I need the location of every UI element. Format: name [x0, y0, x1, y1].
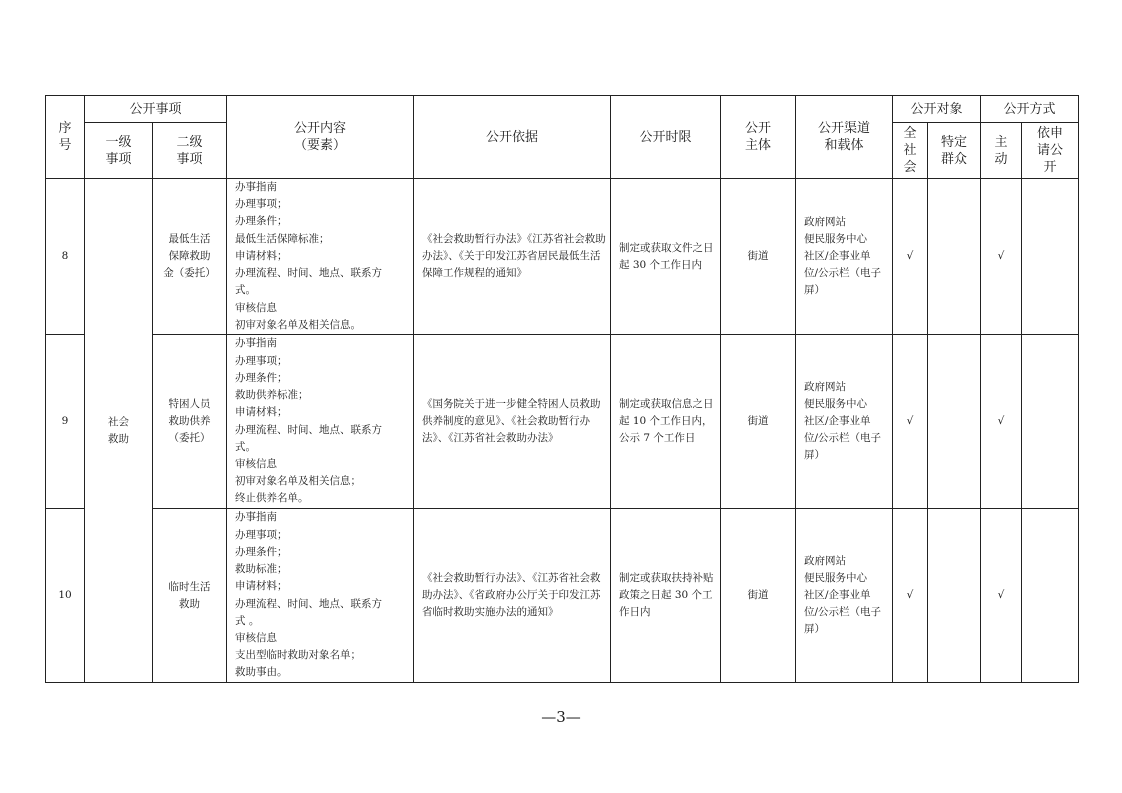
channel-cell: 政府网站 便民服务中心 社区/企事业单 位/公示栏（电子 屏） — [796, 179, 893, 335]
header-method-request: 依申 请公 开 — [1022, 123, 1079, 179]
content-cell: 办事指南 办理事项； 办理条件； 最低生活保障标准； 申请材料； 办理流程、时间、地点、联系方 式。 审核信息 初审对象名单及相关信息。 — [227, 179, 414, 335]
header-target-specific: 特定 群众 — [928, 123, 981, 179]
subject-cell: 街道 — [721, 335, 796, 509]
subject-cell: 街道 — [721, 179, 796, 335]
header-basis: 公开依据 — [414, 96, 611, 179]
subject-cell: 街道 — [721, 509, 796, 683]
header-channel: 公开渠道 和载体 — [796, 96, 893, 179]
category-cell: 社会 救助 — [85, 179, 153, 683]
check-specific — [928, 335, 981, 509]
channel-cell: 政府网站 便民服务中心 社区/企事业单 位/公示栏（电子 屏） — [796, 335, 893, 509]
header-seq: 序号 — [46, 96, 85, 179]
deadline-cell: 制定或获取扶持补贴政策之日起 30 个工作日内 — [611, 509, 721, 683]
header-level1: 一级事项 — [85, 123, 153, 179]
check-specific — [928, 509, 981, 683]
deadline-cell: 制定或获取信息之日起 10 个工作日内，公示 7 个工作日 — [611, 335, 721, 509]
basis-cell: 《社会救助暂行办法》、《江苏省社会救助办法》、《省政府办公厅关于印发江苏省临时救助实施办法的通知》 — [414, 509, 611, 683]
header-content: 公开内容 （要素） — [227, 96, 414, 179]
basis-cell: 《社会救助暂行办法》《江苏省社会救助办法》、《关于印发江苏省居民最低生活保障工作规程的通知》 — [414, 179, 611, 335]
header-method-active: 主 动 — [981, 123, 1022, 179]
table-row — [46, 509, 1079, 683]
check-active: √ — [981, 509, 1022, 683]
check-specific — [928, 179, 981, 335]
header-method: 公开方式 — [981, 96, 1079, 123]
header-level2: 二级事项 — [153, 123, 227, 179]
row-number: 10 — [46, 509, 85, 683]
table-row — [46, 335, 1079, 509]
content-cell: 办事指南 办理事项； 办理条件； 救助供养标准； 申请材料； 办理流程、时间、地点、联系方 式。 审核信息 初审对象名单及相关信息； 终止供养名单。 — [227, 335, 414, 509]
check-all: √ — [893, 335, 928, 509]
sub-item: 临时生活 救助 — [153, 509, 227, 683]
row-number: 8 — [46, 179, 85, 335]
check-request — [1022, 179, 1079, 335]
header-target-all: 全 社 会 — [893, 123, 928, 179]
table-row — [46, 179, 1079, 335]
sub-item: 最低生活 保障救助 金（委托） — [153, 179, 227, 335]
check-request — [1022, 509, 1079, 683]
check-active: √ — [981, 335, 1022, 509]
basis-cell: 《国务院关于进一步健全特困人员救助供养制度的意见》、《社会救助暂行办法》、《江苏省社会救助办法》 — [414, 335, 611, 509]
sub-item: 特困人员 救助供养 （委托） — [153, 335, 227, 509]
deadline-cell: 制定或获取文件之日起 30 个工作日内 — [611, 179, 721, 335]
channel-cell: 政府网站 便民服务中心 社区/企事业单 位/公示栏（电子 屏） — [796, 509, 893, 683]
header-deadline: 公开时限 — [611, 96, 721, 179]
header-items: 公开事项 — [85, 96, 227, 123]
check-all: √ — [893, 179, 928, 335]
check-request — [1022, 335, 1079, 509]
header-subject: 公开 主体 — [721, 96, 796, 179]
disclosure-table — [45, 95, 1079, 683]
page-number: —3— — [541, 708, 581, 726]
row-number: 9 — [46, 335, 85, 509]
header-target: 公开对象 — [893, 96, 981, 123]
content-cell: 办事指南 办理事项； 办理条件； 救助标准； 申请材料； 办理流程、时间、地点、联系方 式 。 审核信息 支出型临时救助对象名单； 救助事由。 — [227, 509, 414, 683]
check-active: √ — [981, 179, 1022, 335]
check-all: √ — [893, 509, 928, 683]
